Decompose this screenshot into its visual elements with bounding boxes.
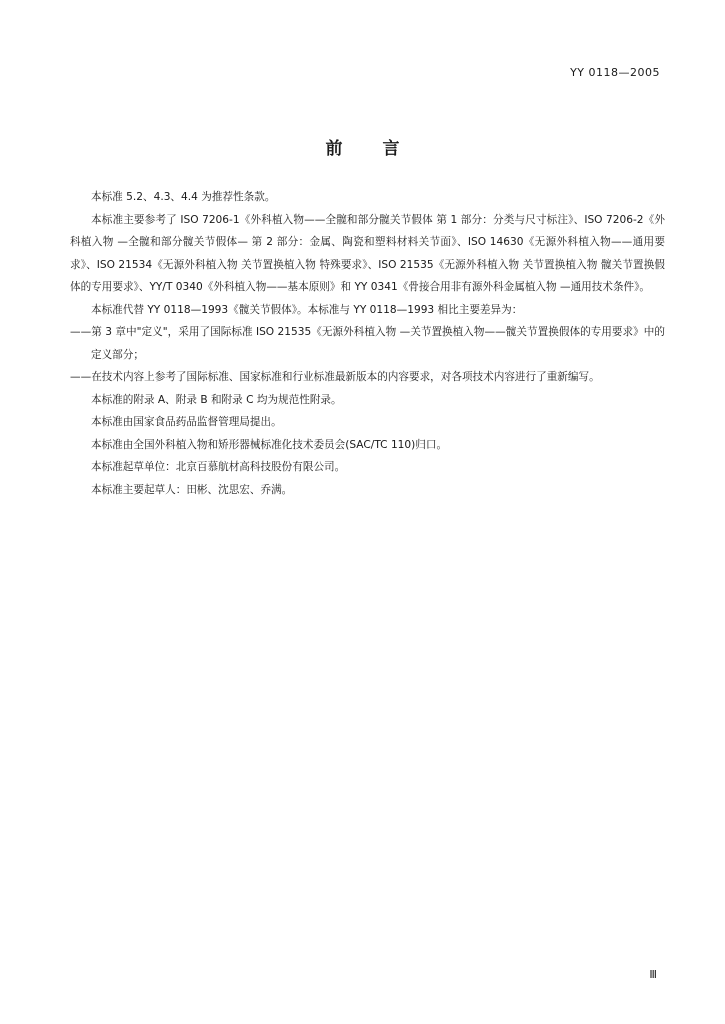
title-char-1: 前 <box>325 139 343 159</box>
list-item-difference-1 <box>70 321 665 366</box>
paragraph-proposed-by: 本标准由国家食品药品监督管理局提出。 <box>91 416 282 428</box>
difference-1-text: 第 3 章中"定义"，采用了国际标准 ISO 21535《无源外科植入物 —关节置换植入物——髋关节置换假体的专用要求》中的定义部分； <box>91 326 665 361</box>
foreword-body <box>70 186 665 501</box>
paragraph-replacement: 本标准代替 YY 0118—1993《髋关节假体》。本标准与 YY 0118—1993 相比主要差异为： <box>91 303 523 316</box>
list-item-difference-2 <box>70 366 665 389</box>
dash-mark: —— <box>70 326 92 338</box>
standard-code: YY 0118—2005 <box>570 66 660 79</box>
paragraph-recommended-clauses: 本标准 5.2、4.3、4.4 为推荐性条款。 <box>91 191 276 203</box>
paragraph-centralized-by: 本标准由全国外科植入物和矫形器械标准化技术委员会(SAC/TC 110)归口。 <box>91 438 448 451</box>
difference-2-text: 在技术内容上参考了国际标准、国家标准和行业标准最新版本的内容要求，对各项技术内容进行了重新编写。 <box>91 371 600 383</box>
paragraph-appendices: 本标准的附录 A、附录 B 和附录 C 均为规范性附录。 <box>91 393 342 406</box>
paragraph-drafting-unit: 本标准起草单位：北京百慕航材高科技股份有限公司。 <box>91 461 346 473</box>
paragraph-references: 本标准主要参考了 ISO 7206-1《外科植入物——全髋和部分髋关节假体 第 1 部分：分类与尺寸标注》、ISO 7206-2《外科植入物 —全髋和部分髋关节假体— 第 2 部分：金属、陶瓷和塑料材料关节面》、ISO 14630《无源外科植入物——通用要求》、ISO 21534《无源外科植入物 关节置换植入物 特殊要求》、ISO 21535《无源外科植入物 关节置换植入物 髋关节置换假体的专用要求》、YY/T 0340《外科植入物——基本原则》和 YY 0341《骨接合用非有源外科金属植入物 —通用技术条件》。 <box>70 213 665 293</box>
page-number: Ⅲ <box>649 968 657 981</box>
paragraph-drafters: 本标准主要起草人：田彬、沈思宏、乔满。 <box>91 483 293 496</box>
page-title <box>0 134 725 159</box>
title-char-2: 言 <box>382 139 400 159</box>
dash-mark: —— <box>70 371 92 383</box>
